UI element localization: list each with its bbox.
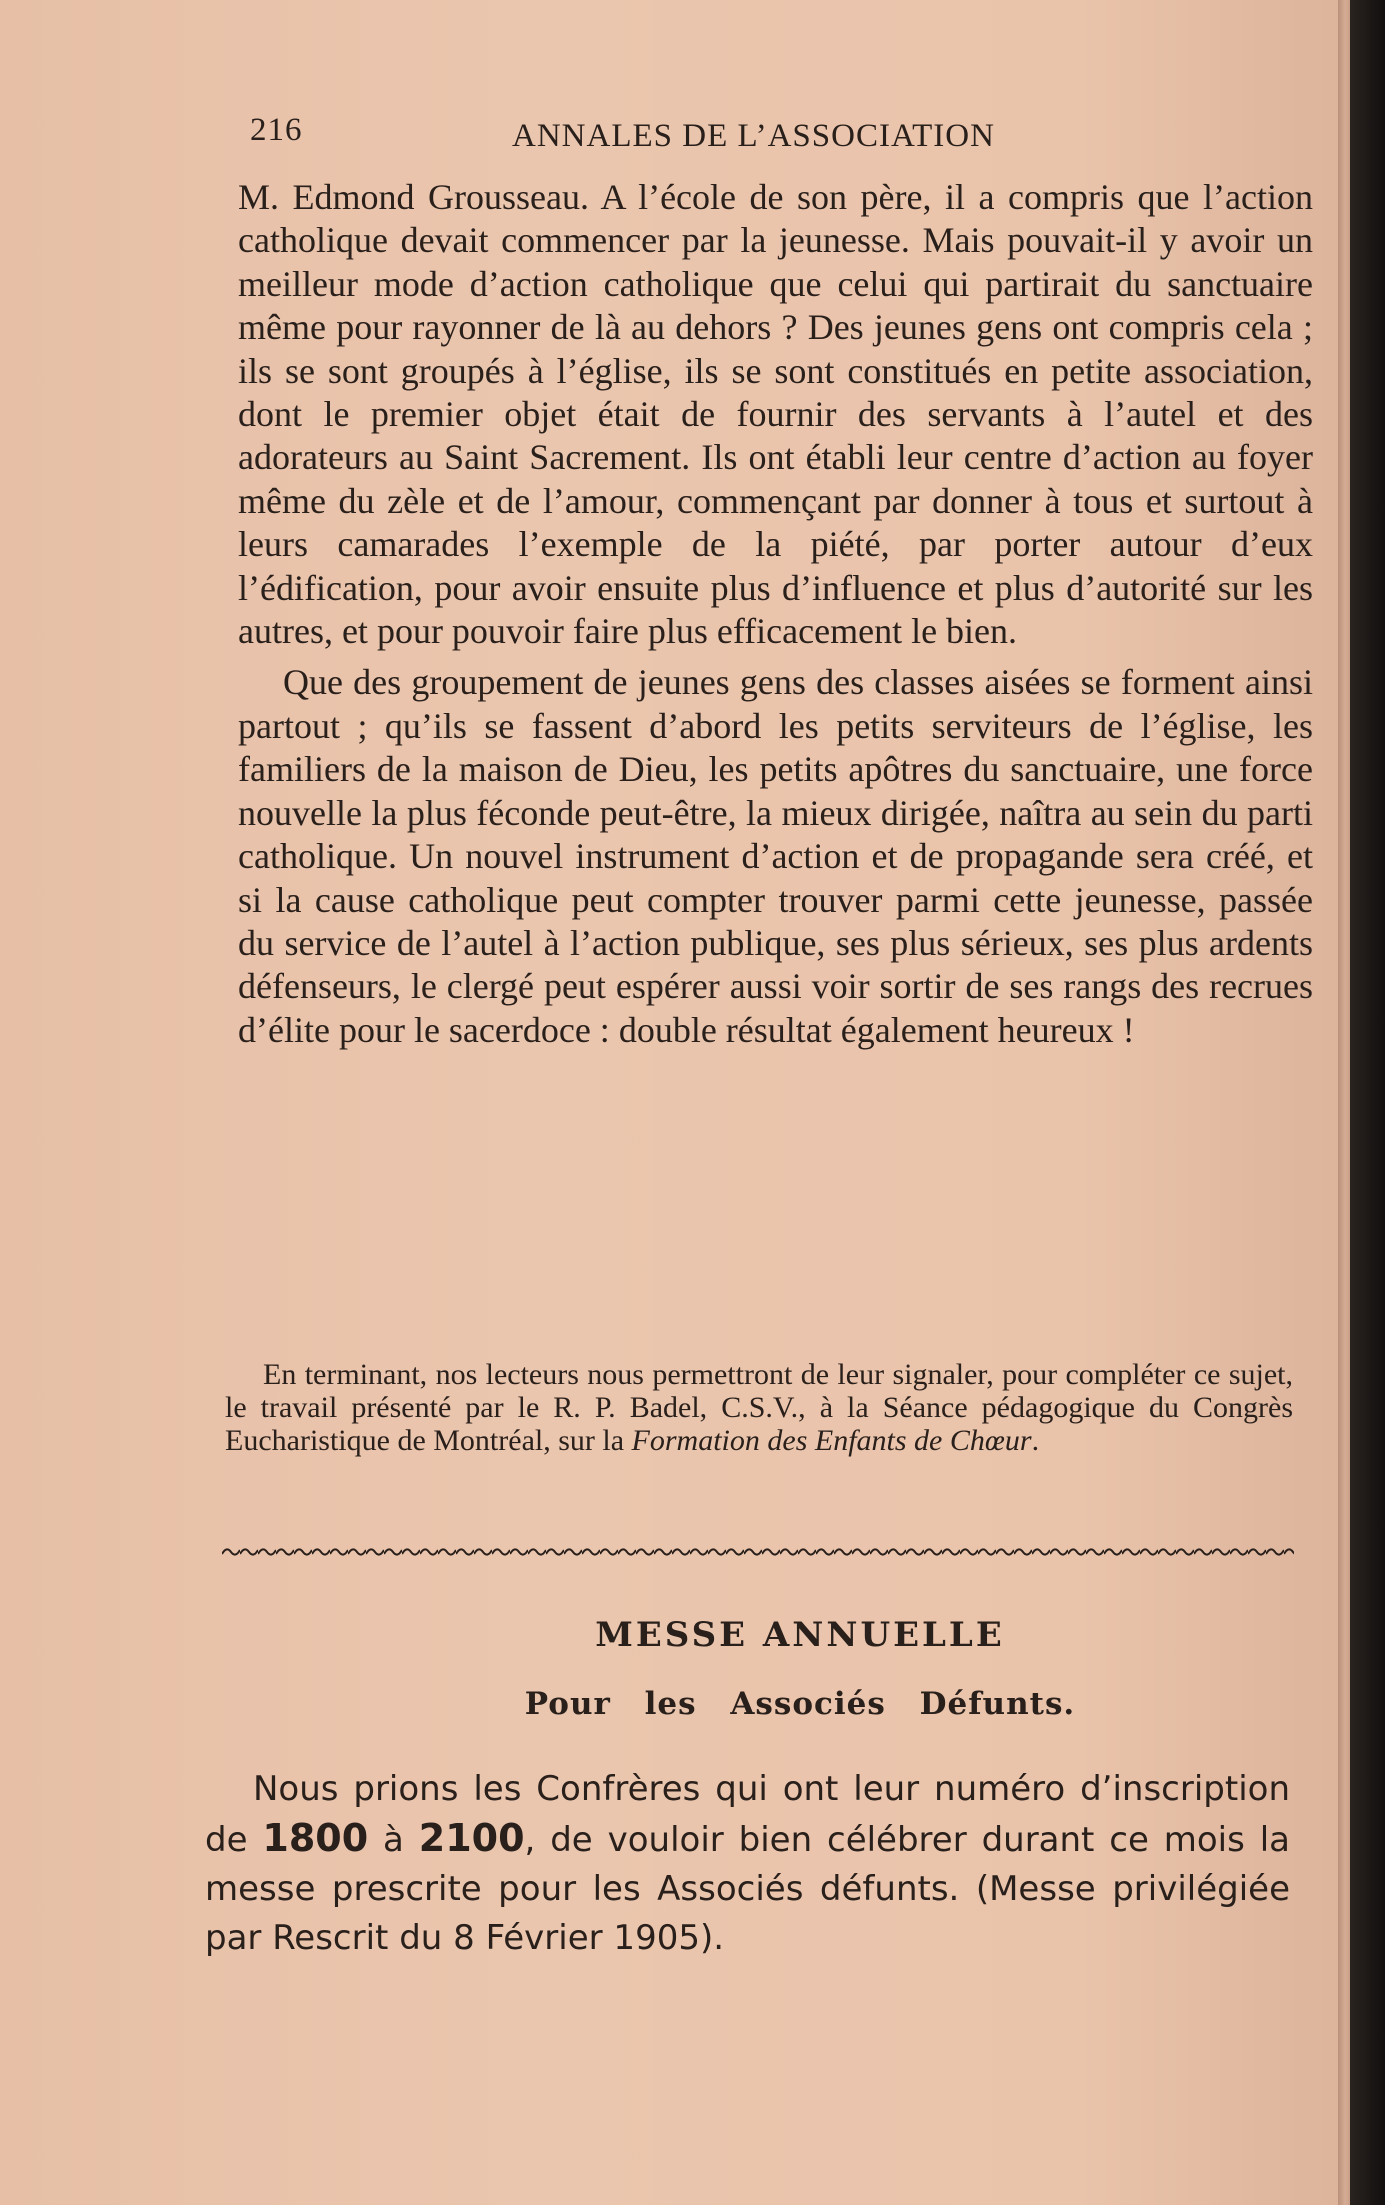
page-number: 216: [250, 112, 303, 148]
page-gutter: [1338, 0, 1350, 2205]
body-text: [238, 176, 1313, 1060]
notice-text-3: , de vouloir bien célébrer durant ce mois la messe prescrite pour les Associés défunts. (Messe privilégiée par Rescrit du 8 Février 1905).: [205, 1820, 1291, 1958]
mass-notice: [205, 1765, 1290, 1963]
closing-note: [225, 1358, 1293, 1457]
book-edge: [1350, 0, 1385, 2205]
number-to: 2100: [418, 1816, 525, 1860]
notice-text-1: Nous prions les Confrères qui ont leur numéro d’inscription de: [205, 1769, 1290, 1860]
paragraph-1: M. Edmond Grousseau. A l’école de son père, il a compris que l’action catholique devait commencer par la jeunesse. Mais pouvait-il y avoir un meilleur mode d’action catholique que celui qui partirait du sanctuaire même pour rayonner de là au dehors ? Des jeunes gens ont compris cela ; ils se sont groupés à l’église, ils se sont constitués en petite association, dont le premier objet était de fournir des servants à l’autel et des adorateurs au Saint Sacrement. Ils ont établi leur centre d’action au foyer même du zèle et de l’amour, commençant par donner à tous et surtout à leurs camarades l’exemple de la piété, par porter autour d’eux l’édification, pour avoir ensuite plus d’influence et plus d’autorité sur les autres, et pour pouvoir faire plus efficacement le bien.: [238, 177, 1313, 652]
note-end: .: [1031, 1424, 1040, 1457]
section-heading: MESSE ANNUELLE: [595, 1615, 1005, 1655]
section-subheading: Pour les Associés Défunts.: [524, 1686, 1076, 1722]
running-title: ANNALES DE L’ASSOCIATION: [512, 118, 995, 154]
notice-text-2: à: [368, 1820, 419, 1860]
note-italic-title: Formation des Enfants de Chœur: [631, 1424, 1032, 1457]
running-head: [250, 112, 1300, 160]
ornamental-divider: [222, 1545, 1294, 1559]
paragraph-2: Que des groupement de jeunes gens des classes aisées se forment ainsi partout ; qu’ils se fassent d’abord les petits serviteurs de l’église, les familiers de la maison de Dieu, les petits apôtres du sanctuaire, une force nouvelle la plus féconde peut-être, la mieux dirigée, naîtra au sein du parti catholique. Un nouvel instrument d’action et de propagande sera créé, et si la cause catholique peut compter trouver parmi cette jeunesse, passée du service de l’autel à l’action publique, ses plus sérieux, ses plus ardents défenseurs, le clergé peut espérer aussi voir sortir de ses rangs des recrues d’élite pour le sacerdoce : double résultat également heureux !: [238, 662, 1313, 1050]
number-from: 1800: [262, 1816, 369, 1860]
note-text: En terminant, nos lecteurs nous permettront de leur signaler, pour compléter ce sujet, le travail présenté par le R. P. Badel, C.S.V., à la Séance pédagogique du Congrès Eucharistique de Montréal, sur la: [225, 1358, 1293, 1457]
